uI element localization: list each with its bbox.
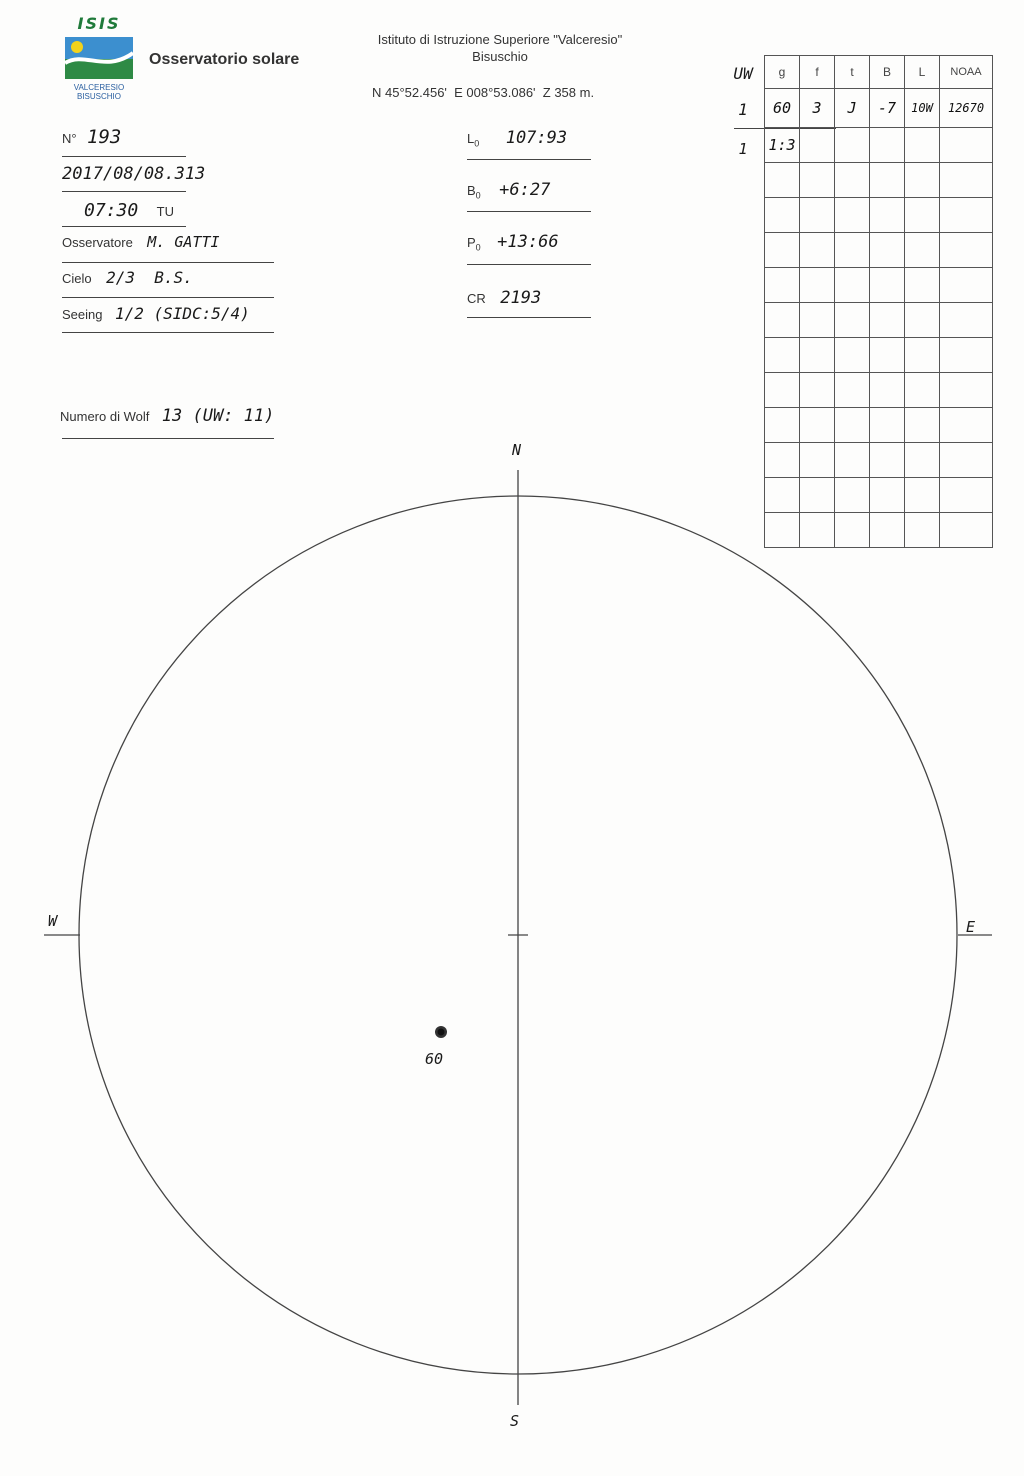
table-header-row (765, 56, 993, 89)
observer-field (62, 233, 220, 252)
table-cell (765, 443, 800, 478)
table-cell (870, 303, 905, 338)
table-cell (800, 233, 835, 268)
table-cell (800, 513, 835, 548)
institute-name: Istituto di Istruzione Superiore "Valceresio" (377, 32, 623, 47)
table-cell (940, 443, 993, 478)
table-cell (835, 478, 870, 513)
table-cell (905, 338, 940, 373)
time-underline (62, 226, 186, 227)
north-label: N (512, 441, 522, 459)
cell-l: 10W (905, 89, 940, 128)
cell-g: 60 (765, 89, 800, 128)
wolf-value: 13 (UW: 11) (161, 406, 275, 426)
number-value: 193 (87, 126, 122, 148)
table-cell (835, 268, 870, 303)
table-row (765, 513, 993, 548)
east-label: E (966, 918, 976, 936)
table-cell (835, 303, 870, 338)
observer-value: M. GATTI (147, 233, 220, 251)
table-cell (835, 443, 870, 478)
uw-row-2: 1 (738, 140, 748, 158)
table-cell (905, 373, 940, 408)
table-cell (940, 268, 993, 303)
table-cell (765, 338, 800, 373)
b0-label: $B_0$ (467, 183, 481, 201)
logo-wordmark: ISIS (77, 14, 121, 33)
table-cell (765, 233, 800, 268)
uw-header: UW (733, 64, 753, 83)
table-cell (940, 338, 993, 373)
logo-line-2: BISUSCHIO (76, 92, 121, 101)
sky-underline (62, 297, 274, 298)
table-cell (765, 303, 800, 338)
sky-label: Cielo (62, 271, 92, 286)
table-cell (940, 233, 993, 268)
number-field (62, 126, 121, 148)
solar-disk-outline (79, 496, 957, 1374)
seeing-value: 1/2 (SIDC:5/4) (114, 304, 250, 323)
table-cell (765, 513, 800, 548)
logo-emblem-icon (60, 33, 138, 83)
table-cell (905, 408, 940, 443)
observatory-title: Osservatorio solare (149, 51, 300, 68)
p0-label: $P_0$ (467, 235, 481, 253)
cr-underline (467, 317, 591, 318)
table-row (765, 303, 993, 338)
table-cell (940, 478, 993, 513)
observer-label: Osservatore (62, 235, 133, 250)
l0-value: 107:93 (505, 128, 568, 148)
table-cell (905, 513, 940, 548)
date-underline (62, 191, 186, 192)
table-cell (940, 373, 993, 408)
table-cell (870, 478, 905, 513)
b0-value: +6:27 (499, 180, 551, 200)
table-row (765, 163, 993, 198)
table-cell (835, 198, 870, 233)
b0-underline (467, 211, 591, 212)
cr-value: 2193 (500, 288, 542, 308)
table-cell (905, 268, 940, 303)
cell-f (800, 128, 835, 163)
table-cell (800, 198, 835, 233)
sky-field (62, 268, 193, 288)
header-f: f (800, 56, 835, 89)
table-cell (800, 408, 835, 443)
l0-label: $L_0$ (467, 131, 480, 149)
table-cell (940, 408, 993, 443)
wolf-underline (62, 438, 274, 439)
cell-noaa (940, 128, 993, 163)
table-cell (870, 373, 905, 408)
table-cell (765, 163, 800, 198)
table-cell (940, 163, 993, 198)
table-cell (940, 198, 993, 233)
table-cell (765, 198, 800, 233)
p0-value: +13:66 (497, 232, 559, 252)
table-cell (870, 268, 905, 303)
institute-coordinates: N 45°52.456' E 008°53.086' Z 358 m. (372, 85, 595, 100)
time-unit: TU (156, 204, 174, 219)
l0-underline (467, 159, 591, 160)
seeing-label: Seeing (62, 307, 103, 322)
header-t: t (835, 56, 870, 89)
table-cell (800, 163, 835, 198)
cell-t (835, 128, 870, 163)
south-label: S (510, 1412, 520, 1430)
sky-value: 2/3 B.S. (106, 268, 193, 287)
table-cell (905, 198, 940, 233)
sunspot-group-60 (435, 1026, 447, 1038)
time-field (84, 200, 174, 221)
cell-t: J (835, 89, 870, 128)
table-row (765, 89, 993, 128)
table-cell (800, 303, 835, 338)
table-cell (940, 513, 993, 548)
table-cell (835, 513, 870, 548)
table-row (765, 478, 993, 513)
table-cell (835, 233, 870, 268)
table-row (765, 198, 993, 233)
header-l: L (905, 56, 940, 89)
sunspot-label: 60 (425, 1050, 444, 1068)
table-row (765, 373, 993, 408)
empty-rows (765, 163, 993, 548)
seeing-underline (62, 332, 274, 333)
institute-town: Bisuschio (472, 49, 528, 64)
table-cell (905, 478, 940, 513)
table-cell (905, 303, 940, 338)
table-cell (835, 373, 870, 408)
table-cell (870, 408, 905, 443)
header-noaa: NOAA (940, 56, 993, 89)
table-row (765, 338, 993, 373)
table-cell (905, 163, 940, 198)
cell-b: -7 (870, 89, 905, 128)
sunspot-group-table (764, 55, 993, 548)
table-cell (905, 443, 940, 478)
uw-row-1: 1 (738, 100, 748, 119)
table-cell (835, 338, 870, 373)
table-cell (800, 478, 835, 513)
p0-field (467, 232, 559, 253)
table-cell (870, 338, 905, 373)
number-underline (62, 156, 186, 157)
date-value: 2017/08/08.313 (62, 164, 206, 184)
table-row (765, 233, 993, 268)
table-cell (800, 443, 835, 478)
table-cell (765, 268, 800, 303)
seeing-field (62, 304, 250, 324)
cell-g: 1:3 (765, 128, 800, 163)
west-label: W (48, 912, 58, 930)
time-value: 07:30 (84, 200, 139, 221)
observer-underline (62, 262, 274, 263)
table-cell (765, 478, 800, 513)
table-cell (765, 373, 800, 408)
cell-f: 3 (800, 89, 835, 128)
table-cell (870, 233, 905, 268)
table-row (765, 443, 993, 478)
isis-logo (60, 14, 138, 104)
table-cell (870, 443, 905, 478)
table-row (765, 408, 993, 443)
table-cell (870, 163, 905, 198)
table-cell (765, 408, 800, 443)
table-row (765, 128, 993, 163)
number-label: N° (62, 131, 77, 146)
cr-field (467, 288, 541, 308)
table-cell (835, 163, 870, 198)
table-cell (800, 338, 835, 373)
cell-b (870, 128, 905, 163)
p0-underline (467, 264, 591, 265)
header-b: B (870, 56, 905, 89)
table-cell (800, 373, 835, 408)
table-cell (870, 198, 905, 233)
table-cell (940, 303, 993, 338)
wolf-number-field (60, 406, 274, 426)
table-cell (870, 513, 905, 548)
table-cell (835, 408, 870, 443)
header-g: g (765, 56, 800, 89)
table-row (765, 268, 993, 303)
b0-field (467, 180, 550, 201)
logo-line-1: VALCERESIO (73, 83, 125, 92)
table-cell (800, 268, 835, 303)
cell-noaa: 12670 (940, 89, 993, 128)
cell-l (905, 128, 940, 163)
cr-label: CR (467, 291, 486, 306)
l0-field (467, 128, 567, 149)
table-cell (905, 233, 940, 268)
wolf-label: Numero di Wolf (60, 409, 150, 424)
